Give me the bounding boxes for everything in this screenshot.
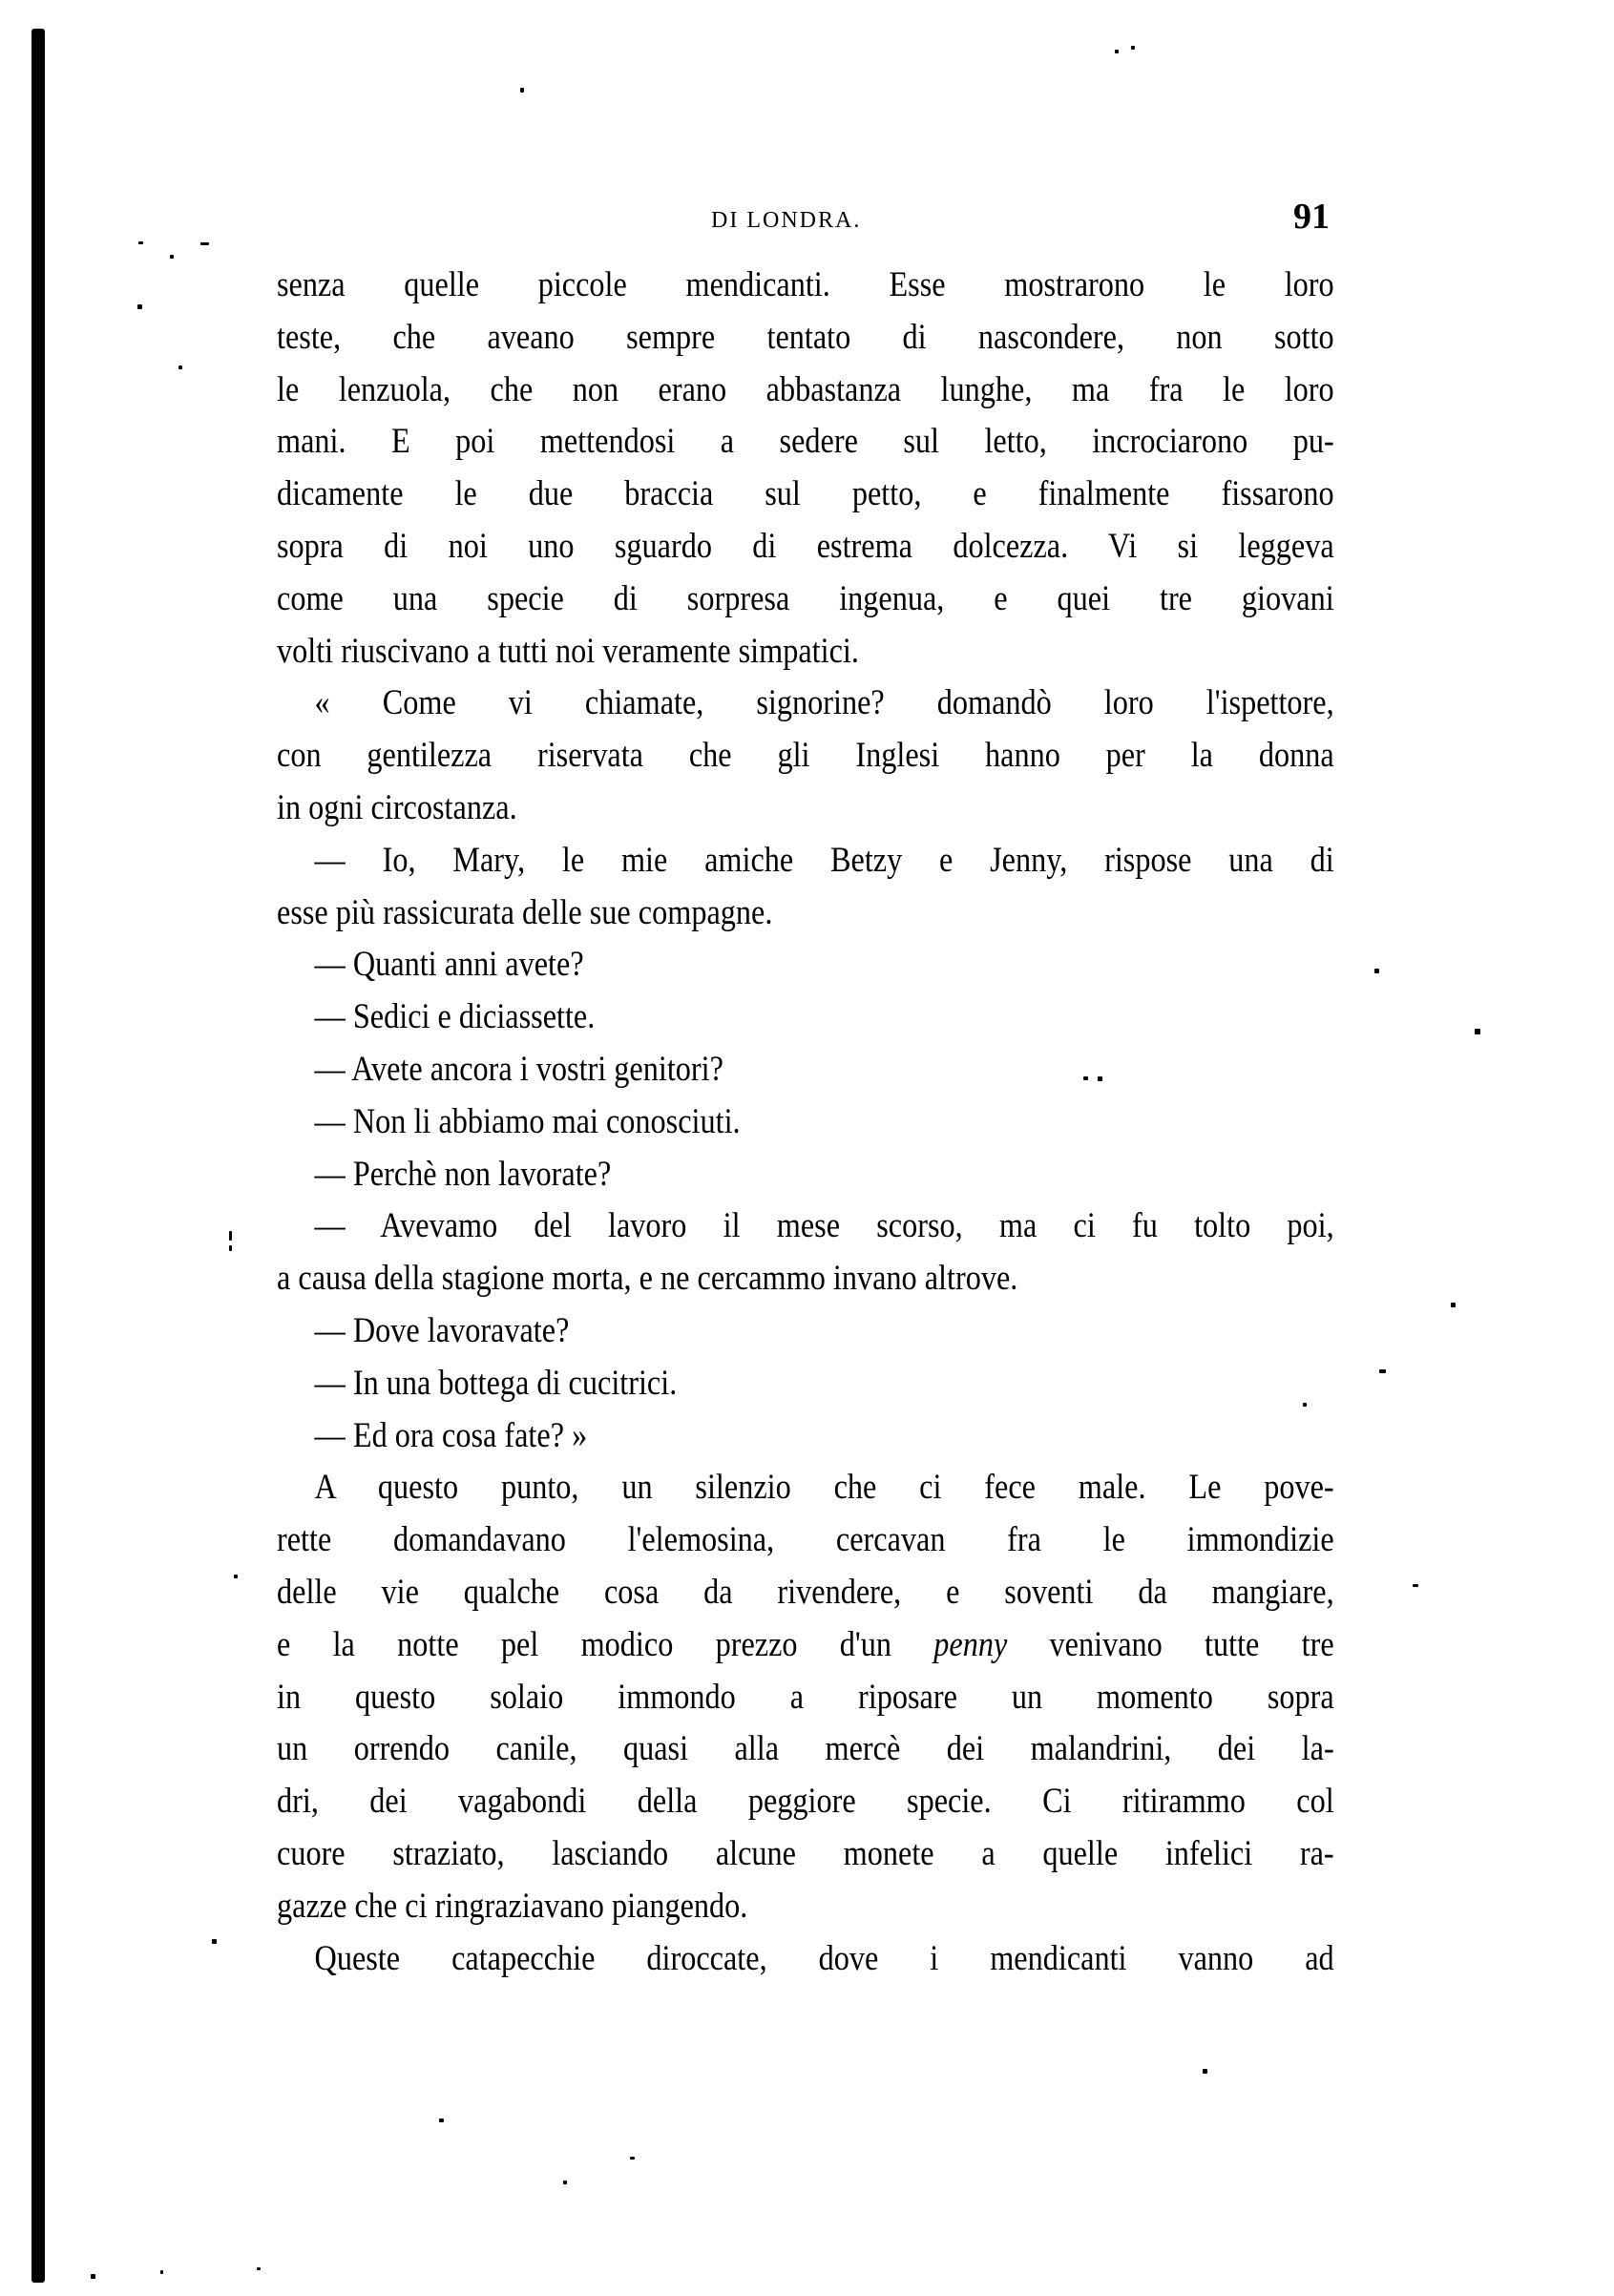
text-line: a causa della stagione morta, e ne cercammo invano altrove.: [277, 1259, 1018, 1299]
dialogue-line: — Quanti anni avete?: [314, 945, 584, 985]
scan-speck: [212, 1939, 217, 1944]
text-line: un orrendo canile, quasi alla mercè dei malandrini, dei la-: [277, 1729, 1334, 1769]
scan-speck: [1413, 1584, 1418, 1587]
scan-speck: [1083, 1076, 1088, 1080]
page-number: 91: [1293, 197, 1330, 237]
scan-speck: [439, 2119, 444, 2122]
text-line: in questo solaio immondo a riposare un momento sopra: [277, 1677, 1334, 1717]
scan-speck: [138, 241, 143, 244]
page-binding-edge: [31, 29, 45, 2283]
scan-speck: [229, 1231, 232, 1241]
text-line: come una specie di sorpresa ingenua, e quei tre giovani: [277, 578, 1334, 618]
text-line: esse più rassicurata delle sue compagne.: [277, 892, 773, 932]
scan-speck: [160, 2270, 163, 2274]
scan-speck: [1451, 1303, 1456, 1307]
scan-speck: [563, 2181, 567, 2184]
paragraph-start: A questo punto, un silenzio che ci fece male. Le pove-: [314, 1468, 1334, 1508]
text-line: mani. E poi mettendosi a sedere sul letto, incrociarono pu-: [277, 422, 1334, 462]
text-line: rette domandavano l'elemosina, cercavan fra le immondizie: [277, 1520, 1334, 1560]
text-line: dri, dei vagabondi della peggiore specie. Ci ritirammo col: [277, 1782, 1334, 1822]
scan-speck: [200, 242, 209, 245]
scan-speck: [1303, 1403, 1307, 1407]
text-fragment: venivano tutte tre: [1007, 1624, 1334, 1664]
scan-speck: [178, 365, 182, 369]
scan-speck: [630, 2157, 635, 2160]
scan-speck: [1475, 1029, 1480, 1034]
text-fragment: e la notte pel modico prezzo d'un: [277, 1624, 934, 1664]
dialogue-line: — Dove lavoravate?: [314, 1310, 570, 1350]
italic-word: penny: [933, 1624, 1008, 1664]
text-line-with-italic: [277, 1619, 1334, 1672]
text-line: volti riuscivano a tutti noi veramente simpatici.: [277, 631, 859, 671]
scan-speck: [91, 2274, 95, 2279]
text-line: dicamente le due braccia sul petto, e finalmente fissarono: [277, 474, 1334, 514]
dialogue-line: — Ed ora cosa fate? »: [314, 1415, 588, 1455]
scan-speck: [257, 2267, 261, 2270]
text-line: le lenzuola, che non erano abbastanza lunghe, ma fra le loro: [277, 369, 1334, 409]
scan-speck: [1115, 50, 1119, 53]
dialogue-line: — Sedici e diciassette.: [314, 997, 596, 1037]
scan-speck: [1098, 1076, 1102, 1081]
text-line: con gentilezza riservata che gli Inglesi hanno per la donna: [277, 736, 1334, 776]
dialogue-line: — Avete ancora i vostri genitori?: [314, 1049, 723, 1089]
body-text: [277, 260, 1334, 1985]
text-line: teste, che aveano sempre tentato di nascondere, non sotto: [277, 317, 1334, 357]
dialogue-line: — Avevamo del lavoro il mese scorso, ma ci fu tolto poi,: [314, 1206, 1334, 1246]
text-line: sopra di noi uno sguardo di estrema dolcezza. Vi si leggeva: [277, 526, 1334, 566]
text-line: cuore straziato, lasciando alcune monete a quelle infelici ra-: [277, 1833, 1334, 1873]
scan-speck: [1379, 1369, 1386, 1373]
dialogue-line: — Io, Mary, le mie amiche Betzy e Jenny, rispose una di: [314, 840, 1334, 880]
scan-speck: [170, 255, 174, 259]
scan-speck: [1131, 46, 1135, 50]
scan-speck: [520, 88, 524, 93]
scan-speck: [1203, 2069, 1207, 2074]
text-line: gazze che ci ringraziavano piangendo.: [277, 1886, 748, 1926]
paragraph-start: Queste catapecchie diroccate, dove i mendicanti vanno ad: [314, 1938, 1334, 1978]
scan-speck: [1374, 969, 1379, 973]
scan-speck: [234, 1575, 238, 1578]
text-line: delle vie qualche cosa da rivendere, e soventi da mangiare,: [277, 1572, 1334, 1612]
dialogue-line: — Perchè non lavorate?: [314, 1154, 612, 1194]
dialogue-line: — In una bottega di cucitrici.: [314, 1363, 678, 1403]
running-head: DI LONDRA.: [711, 208, 862, 233]
scan-speck: [137, 304, 142, 309]
scan-speck: [229, 1245, 232, 1251]
text-line: in ogni circostanza.: [277, 787, 517, 827]
dialogue-line: — Non li abbiamo mai conosciuti.: [314, 1101, 741, 1141]
paragraph-start: « Come vi chiamate, signorine? domandò loro l'ispettore,: [314, 683, 1334, 723]
text-line: senza quelle piccole mendicanti. Esse mostrarono le loro: [277, 265, 1334, 304]
